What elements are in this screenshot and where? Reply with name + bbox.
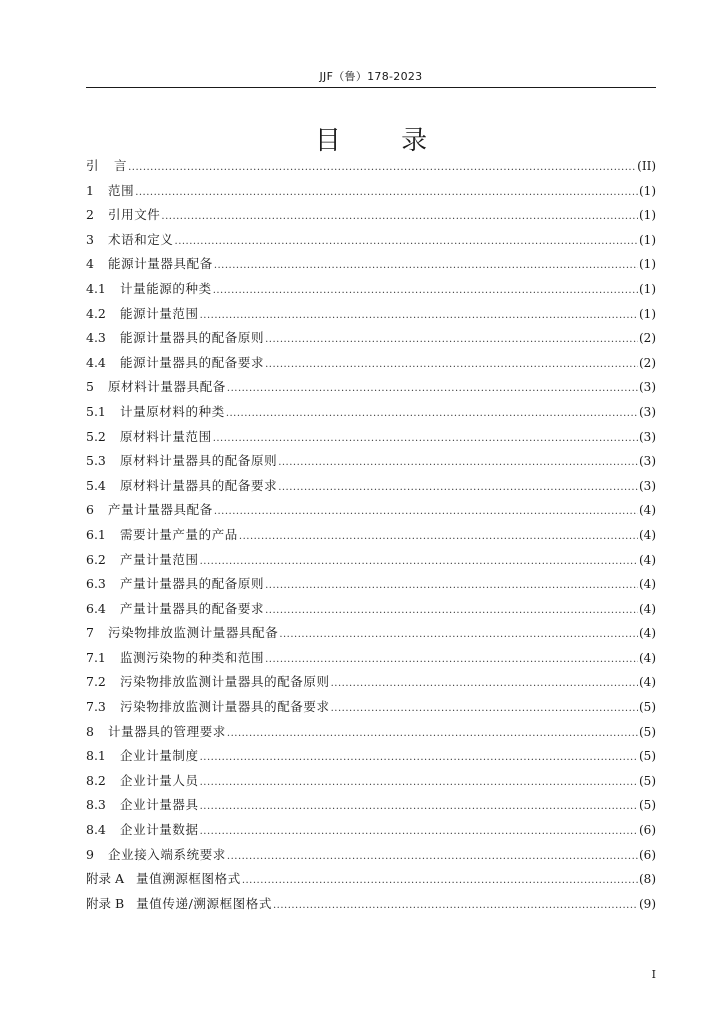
toc-leader-dots (265, 654, 638, 665)
toc-entry-number: 4.1 (86, 280, 106, 296)
toc-entry-number: 8 (86, 723, 94, 739)
toc-entry-page: (8) (639, 872, 656, 887)
toc-entry-number: 5.2 (86, 428, 106, 444)
toc-entry-number: 3 (86, 231, 94, 247)
toc-entry-label: 计量器具的管理要求 (108, 723, 226, 739)
toc-entry-label: 需要计量产量的产品 (120, 526, 238, 542)
toc-entry-label: 企业计量器具 (120, 797, 199, 813)
toc-entry-number: 4.3 (86, 330, 106, 346)
toc-entry-number: 7.1 (86, 649, 106, 665)
toc-entry-label: 产量计量范围 (120, 551, 199, 567)
toc-entry-page: (4) (639, 503, 656, 518)
toc-entry-page: (2) (639, 331, 656, 346)
toc-entry-page: (3) (639, 454, 656, 469)
toc-entry-page: (3) (639, 380, 656, 395)
toc-entry-page: (1) (639, 183, 656, 198)
toc-entry-number: 6.4 (86, 600, 106, 616)
toc-entry-page: (4) (639, 650, 656, 665)
running-header: JJF（鲁）178-2023 (319, 70, 423, 83)
toc-leader-dots (278, 482, 638, 493)
toc-entry-label: 引用文件 (108, 207, 161, 223)
toc-leader-dots (331, 678, 638, 689)
toc-entry-number: 7.3 (86, 699, 106, 715)
toc-entry-label: 能源计量器具配备 (108, 256, 213, 272)
toc-entry[interactable] (86, 328, 656, 353)
toc-entry-label: 量值传递/溯源框图格式 (136, 895, 272, 911)
toc-entry-label: 能源计量器具的配备要求 (120, 354, 265, 370)
toc-entry-number: 8.4 (86, 822, 106, 838)
toc-entry-page: (4) (639, 675, 656, 690)
toc-entry-label: 言 (114, 158, 128, 173)
toc-entry[interactable] (86, 279, 656, 304)
toc-entry-number: 8.1 (86, 748, 106, 764)
toc-entry-number: 5.1 (86, 403, 106, 419)
toc-entry[interactable] (86, 771, 656, 796)
toc-leader-dots (214, 506, 638, 517)
toc-leader-dots (213, 285, 638, 296)
toc-entry-page: (3) (639, 478, 656, 493)
header-rule (86, 87, 656, 88)
toc-leader-dots (200, 752, 638, 763)
toc-leader-dots (200, 801, 638, 812)
toc-leader-dots (265, 359, 638, 370)
toc-leader-dots (214, 260, 638, 271)
toc-leader-dots (200, 310, 638, 321)
toc-entry[interactable] (86, 402, 656, 427)
toc-leader-dots (265, 580, 638, 591)
toc-leader-dots (239, 531, 638, 542)
toc-entry[interactable] (86, 820, 656, 845)
toc-entry-label: 监测污染物的种类和范围 (120, 649, 265, 665)
toc-entry-page: (2) (639, 355, 656, 370)
toc-entry[interactable] (86, 500, 656, 525)
toc-entry-number: 1 (86, 182, 94, 198)
toc-entry[interactable] (86, 476, 656, 501)
toc-leader-dots (278, 457, 638, 468)
toc-entry-page: (4) (639, 552, 656, 567)
toc-entry-page: (6) (639, 847, 656, 862)
toc-leader-dots (227, 728, 638, 739)
toc-entry-label: 产量计量器具配备 (108, 502, 213, 518)
table-of-contents (86, 156, 656, 918)
toc-entry-label: 原材料计量器具的配备要求 (120, 477, 278, 493)
toc-leader-dots (200, 777, 638, 788)
toc-entry[interactable] (86, 451, 656, 476)
toc-entry-page: (1) (639, 281, 656, 296)
page-number: I (651, 968, 656, 981)
toc-entry[interactable] (86, 353, 656, 378)
toc-entry-number: 附录 B (86, 895, 125, 911)
toc-entry-number: 8.3 (86, 797, 106, 813)
toc-leader-dots (200, 826, 638, 837)
toc-entry-number: 9 (86, 846, 94, 862)
toc-entry-label: 量值溯源框图格式 (136, 871, 241, 887)
toc-entry-number: 7 (86, 625, 94, 641)
toc-entry-label: 产量计量器具的配备要求 (120, 600, 265, 616)
toc-entry[interactable] (86, 722, 656, 747)
toc-entry-page: (5) (639, 749, 656, 764)
toc-entry-page: (5) (639, 773, 656, 788)
toc-leader-dots (273, 900, 638, 911)
toc-entry-page: (II) (637, 159, 656, 173)
toc-leader-dots (175, 236, 638, 247)
toc-entry[interactable] (86, 845, 656, 870)
toc-entry-page: (6) (639, 823, 656, 838)
toc-entry-number: 6.1 (86, 526, 106, 542)
toc-leader-dots (161, 211, 638, 222)
toc-entry[interactable] (86, 525, 656, 550)
toc-entry-label: 企业计量数据 (120, 822, 199, 838)
toc-entry-label: 计量能源的种类 (120, 280, 212, 296)
toc-entry-label: 污染物排放监测计量器具的配备要求 (120, 699, 330, 715)
toc-entry-label: 原材料计量器具的配备原则 (120, 453, 278, 469)
toc-entry-label: 能源计量范围 (120, 305, 199, 321)
toc-entry-number: 6.2 (86, 551, 106, 567)
toc-entry[interactable] (86, 672, 656, 697)
toc-entry[interactable] (86, 574, 656, 599)
toc-leader-dots (265, 605, 638, 616)
toc-entry-page: (1) (639, 306, 656, 321)
toc-entry[interactable] (86, 156, 656, 181)
toc-entry[interactable] (86, 304, 656, 329)
toc-entry-label: 污染物排放监测计量器具的配备原则 (120, 674, 330, 690)
toc-leader-dots (213, 433, 638, 444)
toc-entry-page: (1) (639, 257, 656, 272)
toc-entry-number: 4.4 (86, 354, 106, 370)
toc-entry-label: 能源计量器具的配备原则 (120, 330, 265, 346)
toc-entry[interactable] (86, 697, 656, 722)
toc-entry[interactable] (86, 795, 656, 820)
toc-entry-label: 术语和定义 (108, 231, 174, 247)
toc-entry-label: 原材料计量器具配备 (108, 379, 226, 395)
toc-entry-number: 附录 A (86, 871, 125, 887)
toc-entry-number: 4.2 (86, 305, 106, 321)
toc-leader-dots (128, 162, 636, 173)
toc-entry[interactable] (86, 550, 656, 575)
toc-entry-number: 7.2 (86, 674, 106, 690)
toc-entry[interactable] (86, 623, 656, 648)
toc-leader-dots (227, 851, 638, 862)
toc-entry-label: 计量原材料的种类 (120, 403, 225, 419)
toc-leader-dots (227, 383, 638, 394)
toc-entry-label: 企业接入端系统要求 (108, 846, 226, 862)
toc-entry-number: 5.3 (86, 453, 106, 469)
toc-entry[interactable] (86, 746, 656, 771)
toc-leader-dots (279, 629, 638, 640)
toc-entry-number: 8.2 (86, 772, 106, 788)
toc-leader-dots (331, 703, 638, 714)
toc-entry-page: (5) (639, 798, 656, 813)
toc-entry-page: (4) (639, 626, 656, 641)
toc-entry[interactable] (86, 427, 656, 452)
toc-entry-page: (4) (639, 527, 656, 542)
toc-entry-label: 产量计量器具的配备原则 (120, 576, 265, 592)
toc-entry[interactable] (86, 869, 656, 894)
toc-entry[interactable] (86, 599, 656, 624)
toc-entry[interactable] (86, 648, 656, 673)
toc-entry[interactable] (86, 377, 656, 402)
toc-entry-page: (9) (639, 896, 656, 911)
toc-leader-dots (226, 408, 638, 419)
toc-entry-page: (3) (639, 404, 656, 419)
toc-entry-number: 引 (86, 158, 99, 173)
toc-entry-page: (4) (639, 601, 656, 616)
page-title: 目 录 (314, 126, 454, 156)
toc-entry[interactable] (86, 230, 656, 255)
toc-entry-label: 污染物排放监测计量器具配备 (108, 625, 279, 641)
toc-leader-dots (265, 334, 638, 345)
toc-entry-number: 4 (86, 256, 94, 272)
toc-entry[interactable] (86, 894, 656, 919)
toc-entry-label: 范围 (108, 182, 135, 198)
toc-entry-number: 5 (86, 379, 94, 395)
toc-entry-page: (1) (639, 232, 656, 247)
toc-entry-label: 企业计量制度 (120, 748, 199, 764)
toc-entry-number: 2 (86, 207, 94, 223)
toc-entry-number: 5.4 (86, 477, 106, 493)
toc-entry-page: (5) (639, 700, 656, 715)
toc-entry-number: 6 (86, 502, 94, 518)
toc-entry[interactable] (86, 254, 656, 279)
toc-entry[interactable] (86, 181, 656, 206)
toc-entry-page: (5) (639, 724, 656, 739)
toc-entry-page: (1) (639, 208, 656, 223)
toc-entry-label: 企业计量人员 (120, 772, 199, 788)
toc-entry[interactable] (86, 205, 656, 230)
toc-entry-number: 6.3 (86, 576, 106, 592)
toc-entry-page: (4) (639, 577, 656, 592)
toc-leader-dots (242, 875, 638, 886)
toc-leader-dots (135, 187, 638, 198)
toc-entry-page: (3) (639, 429, 656, 444)
toc-leader-dots (200, 556, 638, 567)
toc-entry-label: 原材料计量范围 (120, 428, 212, 444)
